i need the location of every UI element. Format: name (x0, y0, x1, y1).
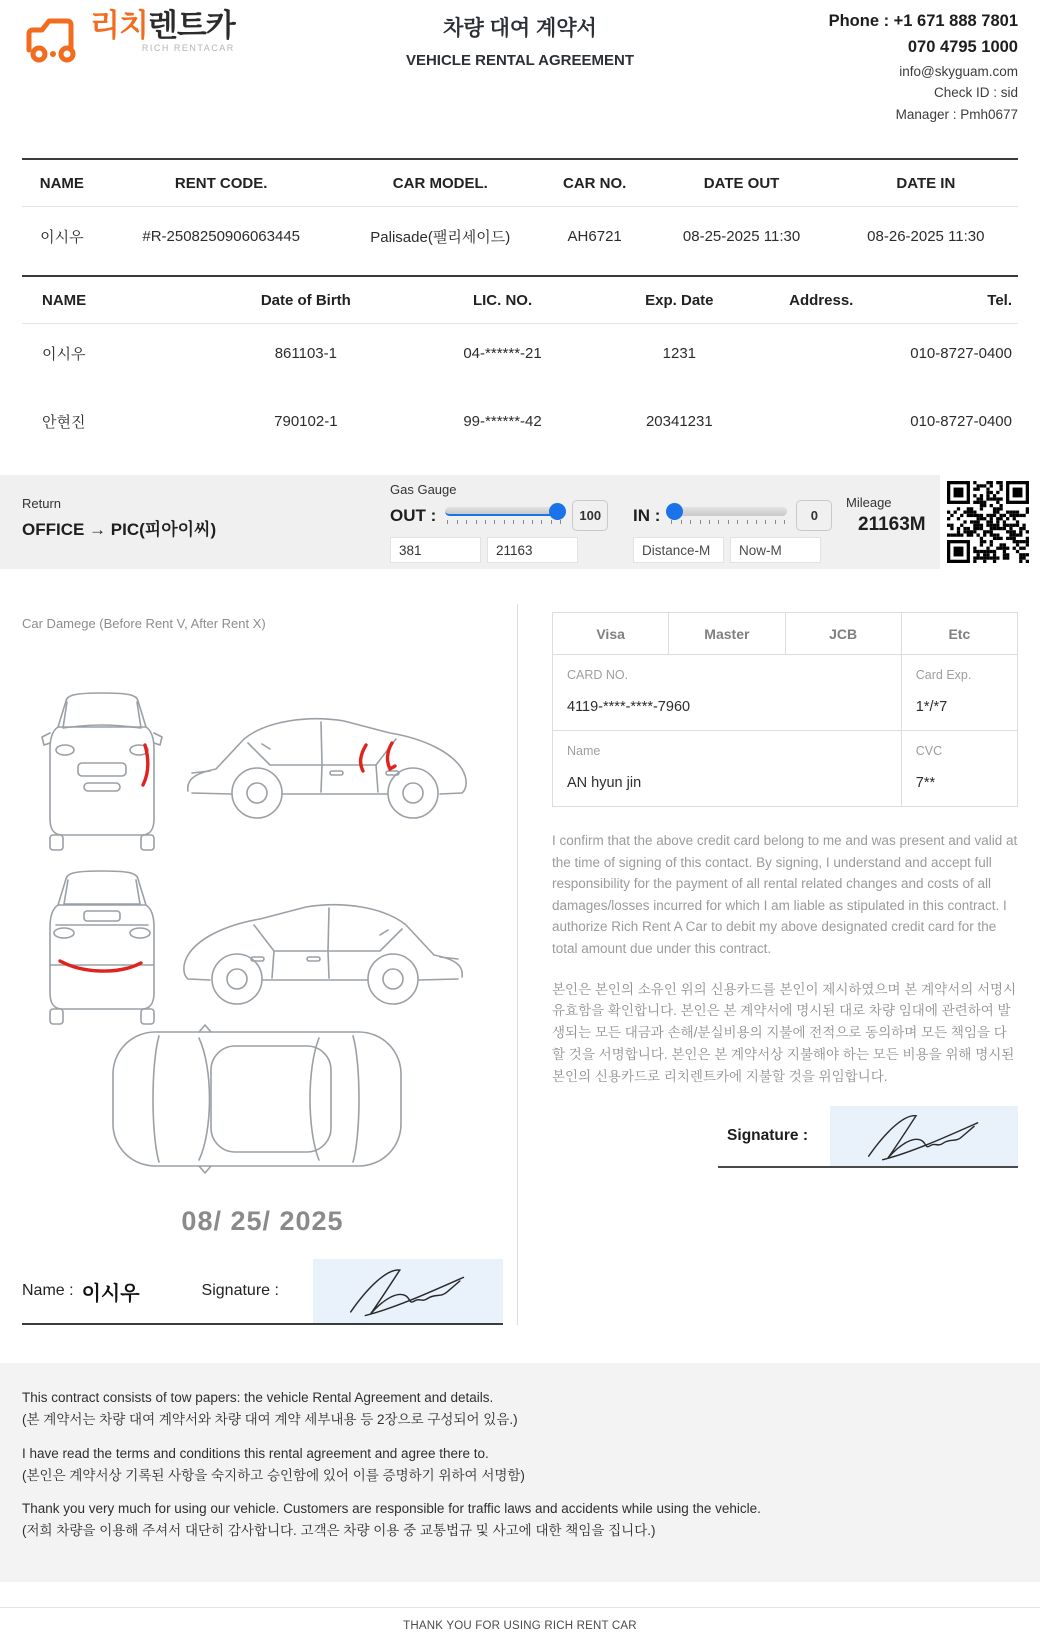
driver-info-table (22, 275, 1018, 458)
mileage-label: Mileage (846, 495, 892, 510)
card-exp-label: Card Exp. (915, 668, 972, 682)
renter-name-value: 이시우 (81, 1282, 140, 1305)
return-route-value: OFFICE → PIC(피아이씨) (22, 520, 217, 539)
rental-row (22, 207, 1018, 276)
damage-title: Car Damege (Before Rent V, After Rent X) (22, 616, 266, 631)
card-signature-row (718, 1106, 1018, 1168)
logo-text-rich: 리치 (90, 8, 148, 43)
mileage-value: 21163M (858, 514, 926, 535)
col-header-date-out: DATE OUT (649, 159, 833, 207)
rental-car-model: Palisade(팰리세이드) (370, 229, 511, 246)
card-signature-label: Signature : (727, 1126, 808, 1144)
car-side-view-2 (184, 905, 462, 1004)
confirmation-text-english: I confirm that the above credit card belong to me and was present and valid at the time of signing of this contact. By signing, I understand and accept full responsibility for the payment of all rental related changes and costs of all damages/losses incurred for which I am liable as stipulated in this contract. I authorize Rich Rent A Car to debit my above designated credit card for the total amount due under this contract. (552, 833, 1018, 956)
card-no-value: 4119-****-****-7960 (567, 699, 691, 715)
col-header-exp-date: Exp. Date (595, 276, 764, 324)
gas-out-label: OUT : (390, 505, 437, 525)
gas-gauge-label: Gas Gauge (390, 482, 457, 497)
footer-line-2-en: I have read the terms and conditions this rental agreement and agree there to. (22, 1445, 489, 1461)
driver1-tel: 010-8727-0400 (910, 345, 1012, 362)
driver1-name: 이시우 (42, 346, 86, 363)
card-signature-pad[interactable] (830, 1106, 1018, 1166)
driver2-lic: 99-******-42 (463, 413, 542, 430)
col-header-name: NAME (22, 159, 102, 207)
driver1-lic: 04-******-21 (463, 345, 542, 362)
col-header-date-in: DATE IN (834, 159, 1018, 207)
footer-line-1-en: This contract consists of tow papers: the vehicle Rental Agreement and details. (22, 1390, 494, 1405)
page-title-english: VEHICLE RENTAL AGREEMENT (405, 52, 635, 69)
qr-code (944, 478, 1032, 566)
renter-signature-pad[interactable] (313, 1259, 503, 1323)
col-header-car-no: CAR NO. (540, 159, 650, 207)
footer-line-3-ko: (저희 차량을 이용해 주셔서 대단히 감사합니다. 고객은 차량 이용 중 교통법규 및 사고에 대한 책임을 집니다.) (22, 1523, 656, 1539)
driver2-tel: 010-8727-0400 (910, 413, 1012, 430)
confirmation-text-korean: 본인은 본인의 소유인 위의 신용카드를 본인이 제시하였으며 본 계약서의 서명시 유효함을 확인합니다. 본인은 본 계약서에 명시된 대로 차량 임대에 관련하여 발생되는 모든 대금과 손해/분실비용의 지불에 전적으로 동의하며 모든 책임을 다할 것을 서명합니다. 본인은 본 계약서상 지불해야 하는 모든 비용을 위해 명시된 본인의 신용카드로 리치렌트카에 지불할 것을 위임합니다. (552, 981, 1017, 1084)
car-rear-view (50, 871, 154, 1024)
payment-panel (552, 604, 1018, 1325)
gas-out-slider-thumb[interactable] (549, 503, 566, 520)
credit-card-table (552, 612, 1018, 807)
driver2-name: 안현진 (42, 414, 86, 431)
out-now-input[interactable] (487, 537, 578, 563)
driver2-address (764, 392, 879, 458)
rental-date-out: 08-25-2025 11:30 (682, 228, 801, 245)
cvc-value: 7** (915, 775, 936, 791)
rental-name: 이시우 (40, 229, 84, 246)
page-header (0, 0, 1040, 158)
card-name-label: Name (567, 744, 601, 758)
car-front-view (42, 693, 162, 850)
contact-email: info@skyguam.com (899, 63, 1018, 79)
terms-footer (0, 1363, 1040, 1582)
contact-check-id: Check ID : sid (933, 85, 1018, 101)
col-header-driver-name: NAME (22, 276, 201, 324)
driver1-exp: 1231 (662, 345, 697, 362)
col-header-rent-code: RENT CODE. (102, 159, 341, 207)
gas-out-slider-track[interactable] (445, 507, 563, 516)
gas-in-slider-thumb[interactable] (666, 503, 683, 520)
inspection-date: 08/ 25/ 2025 (181, 1206, 344, 1236)
driver-row-2 (22, 392, 1018, 458)
contact-phone-2: 070 4795 1000 (907, 38, 1018, 57)
cvc-label: CVC (915, 744, 943, 758)
gas-in-value[interactable]: 0 (796, 500, 832, 531)
rental-date-in: 08-26-2025 11:30 (867, 228, 985, 245)
in-now-input[interactable] (730, 537, 821, 563)
card-type-master[interactable]: Master (669, 613, 785, 655)
gas-in-label: IN : (633, 505, 661, 525)
col-header-car-model: CAR MODEL. (341, 159, 540, 207)
renter-signature-row (22, 1259, 503, 1325)
footer-line-1-ko: (본 계약서는 차량 대여 계약서와 차량 대여 계약 세부내용 등 2장으로 구성되어 있음.) (22, 1412, 518, 1428)
driver-row-1 (22, 324, 1018, 393)
col-header-dob: Date of Birth (201, 276, 410, 324)
gas-in-slider[interactable] (669, 503, 787, 529)
gas-out-slider[interactable] (445, 503, 563, 529)
rental-car-no: AH6721 (567, 228, 622, 245)
gas-in-slider-track[interactable] (669, 507, 787, 516)
renter-signature-label: Signature : (201, 1282, 279, 1299)
in-distance-input[interactable] (633, 537, 724, 563)
card-type-etc[interactable]: Etc (901, 613, 1017, 655)
thank-you-text: THANK YOU FOR USING RICH RENT CAR (403, 1619, 637, 1632)
page-title-korean: 차량 대여 계약서 (443, 17, 597, 40)
car-damage-diagram[interactable] (22, 639, 503, 1184)
return-label: Return (22, 496, 62, 511)
car-top-view (113, 1025, 401, 1173)
col-header-tel: Tel. (879, 276, 1018, 324)
card-type-jcb[interactable]: JCB (785, 613, 901, 655)
card-no-label: CARD NO. (567, 668, 629, 682)
driver1-dob: 861103-1 (274, 345, 337, 362)
gas-out-value[interactable]: 100 (572, 500, 608, 531)
footer-line-2-ko: (본인은 계약서상 기록된 사항을 숙지하고 승인함에 있어 이를 증명하기 위하여 서명함) (22, 1467, 525, 1483)
damage-panel (22, 604, 518, 1325)
logo-text-rent: 렌트카 (147, 8, 235, 43)
logo-subtext: RICH RENTACAR (141, 43, 235, 53)
col-header-address: Address. (764, 276, 879, 324)
contact-manager: Manager : Pmh0677 (895, 106, 1018, 122)
gas-in-slider-ticks (671, 520, 785, 524)
col-header-lic-no: LIC. NO. (410, 276, 594, 324)
gas-out-slider-ticks (447, 520, 561, 524)
contact-phone-1: Phone : +1 671 888 7801 (828, 12, 1018, 30)
car-side-view (188, 719, 466, 818)
card-type-visa[interactable]: Visa (553, 613, 669, 655)
driver1-address (764, 324, 879, 393)
card-exp-value: 1*/*7 (915, 699, 948, 715)
bottom-divider (0, 1607, 1040, 1608)
out-distance-input[interactable] (390, 537, 481, 563)
contact-info (829, 8, 1018, 126)
rental-info-table (22, 158, 1018, 275)
gauge-band (0, 475, 1040, 569)
driver2-exp: 20341231 (645, 413, 713, 430)
driver2-dob: 790102-1 (274, 413, 338, 430)
rental-code: #R-2508250906063445 (142, 228, 301, 245)
footer-line-3-en: Thank you very much for using our vehicle. Customers are responsible for traffic laws and accidents while using the vehicle. (22, 1501, 761, 1517)
renter-name-label: Name : (22, 1282, 74, 1299)
card-name-value: AN hyun jin (567, 775, 642, 791)
